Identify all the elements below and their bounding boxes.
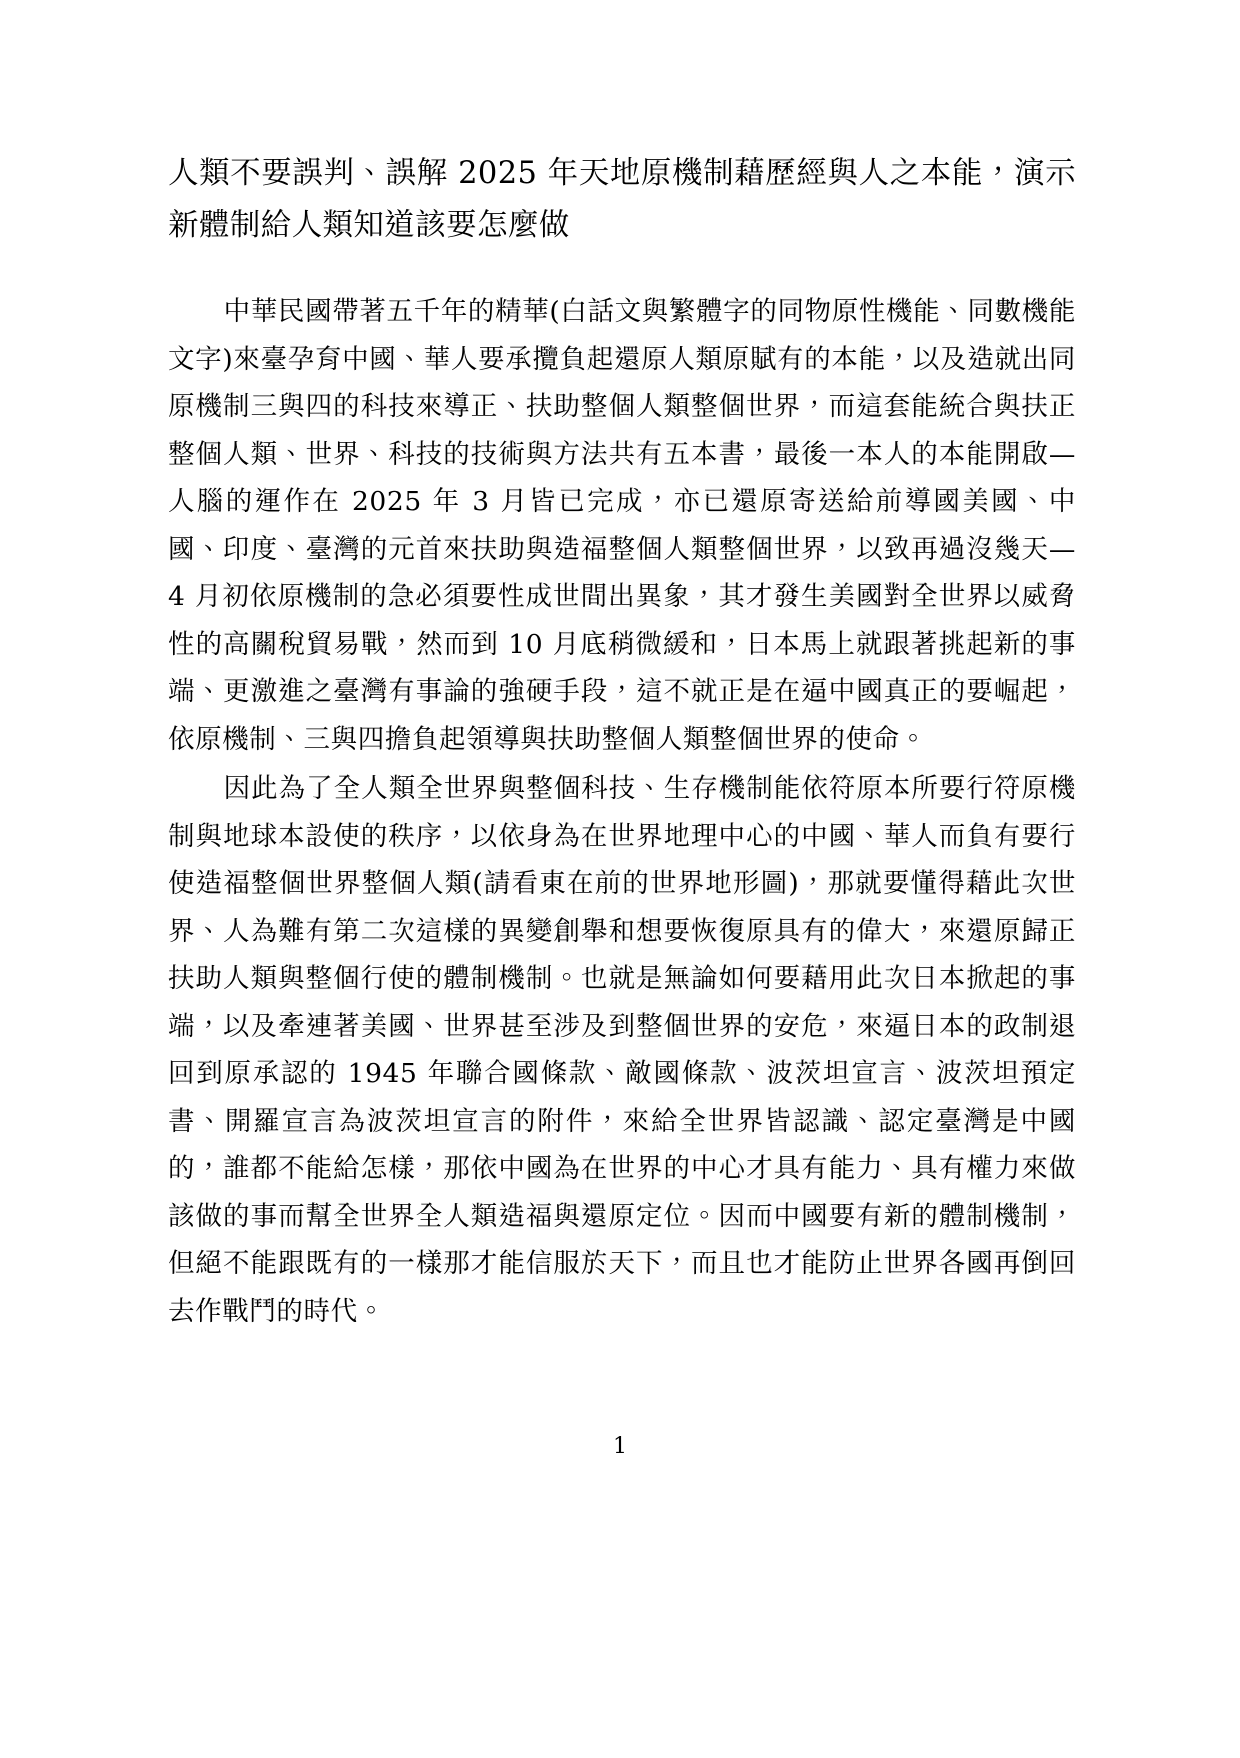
page-number: 1 (613, 1434, 627, 1459)
body-paragraph-1: 中華民國帶著五千年的精華(白話文與繁體字的同物原性機能、同數機能文字)來臺孕育中國、華人要承攬負起還原人類原賦有的本能，以及造就出同原機制三與四的科技來導正、扶助整個人類整個世界，而這套能統合與扶正整個人類、世界、科技的技術與方法共有五本書，最後一本人的本能開啟—人腦的運作在 2025 年 3 月皆已完成，亦已還原寄送給前導國美國、中國、印度、臺灣的元首來扶助與造福整個人類整個世界，以致再過沒幾天— 4 月初依原機制的急必須要性成世間出異象，其才發生美國對全世界以威脅性的高關稅貿易戰，然而到 10 月底稍微緩和，日本馬上就跟著挑起新的事端、更激進之臺灣有事論的強硬手段，這不就正是在逼中國真正的要崛起，依原機制、三與四擔負起領導與扶助整個人類整個世界的使命。 (168, 296, 1076, 755)
body-paragraph-2: 因此為了全人類全世界與整個科技、生存機制能依符原本所要行符原機制與地球本設使的秩序，以依身為在世界地理中心的中國、華人而負有要行使造福整個世界整個人類(請看東在前的世界地形圖)，那就要懂得藉此次世界、人為難有第二次這樣的異變創舉和想要恢復原具有的偉大，來還原歸正扶助人類與整個行使的體制機制。也就是無論如何要藉用此次日本掀起的事端，以及牽連著美國、世界甚至涉及到整個世界的安危，來逼日本的政制退回到原承認的 1945 年聯合國條款、敵國條款、波茨坦宣言、波茨坦預定書、開羅宣言為波茨坦宣言的附件，來給全世界皆認識、認定臺灣是中國的，誰都不能給怎樣，那依中國為在世界的中心才具有能力、具有權力來做該做的事而幫全世界全人類造福與還原定位。因而中國要有新的體制機制，但絕不能跟既有的一樣那才能信服於天下，而且也才能防止世界各國再倒回去作戰鬥的時代。 (168, 773, 1076, 1327)
page-title: 人類不要誤判、誤解 2025 年天地原機制藉歷經與人之本能，演示新體制給人類知道該要怎麼做 (168, 156, 1076, 243)
page-content (168, 148, 1076, 1335)
